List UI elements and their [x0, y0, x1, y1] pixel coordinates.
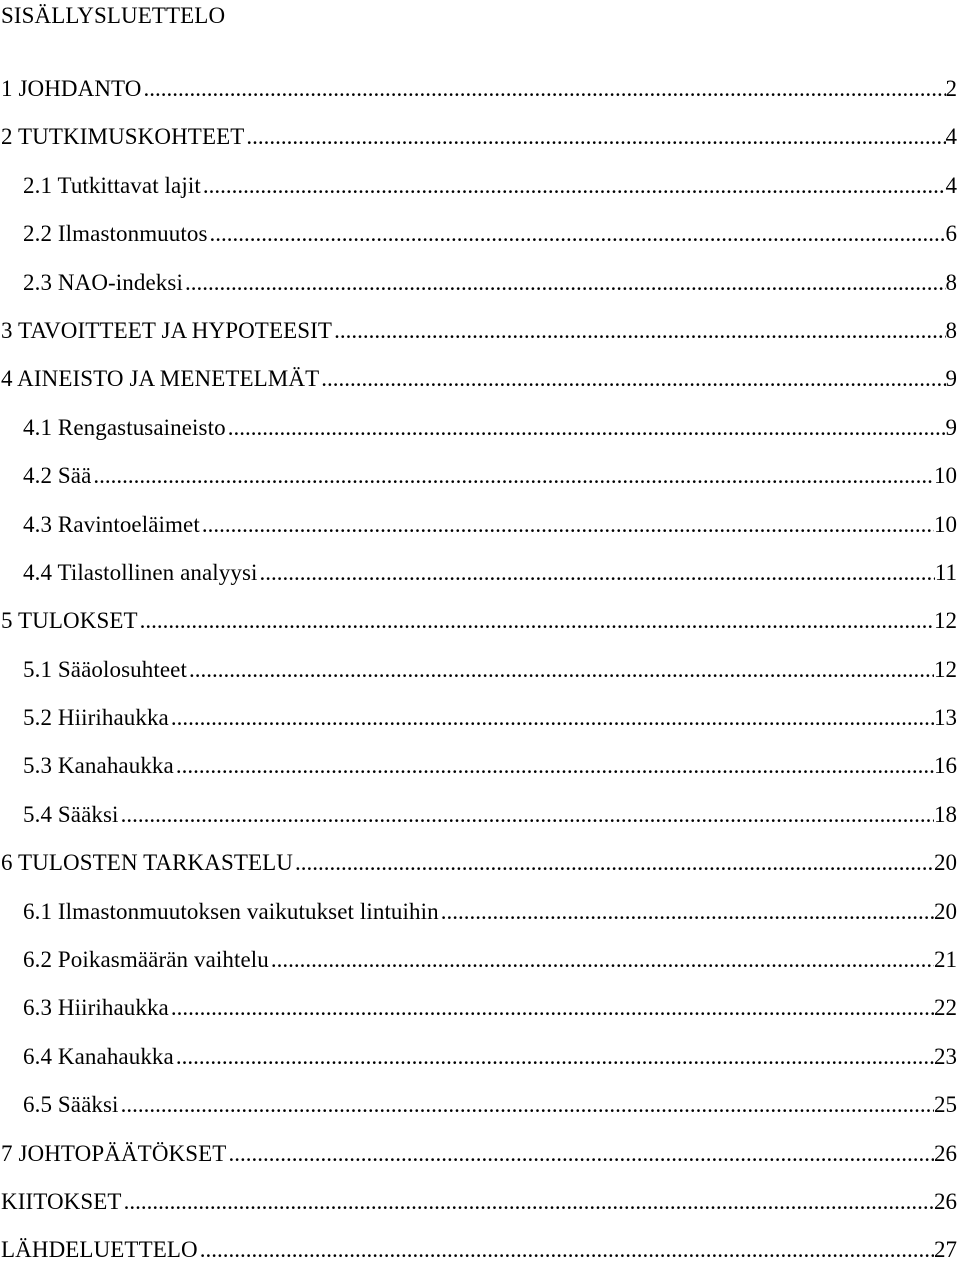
toc-entry[interactable] — [0, 1089, 960, 1137]
toc-entry-page-number: 8 — [946, 267, 960, 299]
toc-entry-page-number: 20 — [934, 896, 960, 928]
dot-leader — [201, 170, 946, 202]
toc-entry-page-number: 22 — [934, 992, 960, 1024]
toc-entry[interactable] — [0, 1234, 960, 1282]
toc-entry-page-number: 26 — [934, 1138, 960, 1170]
toc-entry[interactable] — [0, 73, 960, 121]
dot-leader — [119, 799, 934, 831]
dot-leader — [226, 1138, 934, 1170]
toc-entry-label: 2.1 Tutkittavat lajit — [23, 170, 201, 202]
toc-entry[interactable] — [0, 267, 960, 315]
toc-entry-label: 6.2 Poikasmäärän vaihtelu — [23, 944, 269, 976]
dot-leader — [169, 992, 934, 1024]
toc-entry-page-number: 10 — [934, 509, 960, 541]
toc-list — [0, 73, 960, 1283]
toc-entry-page-number: 8 — [946, 315, 960, 347]
toc-entry-label: 6.3 Hiirihaukka — [23, 992, 169, 1024]
toc-entry[interactable] — [0, 170, 960, 218]
toc-entry[interactable] — [0, 750, 960, 798]
dot-leader — [439, 896, 934, 928]
toc-entry-page-number: 12 — [934, 654, 960, 686]
toc-entry-label: KIITOKSET — [1, 1186, 122, 1218]
toc-entry-label: 6.1 Ilmastonmuutoksen vaikutukset lintuihin — [23, 896, 439, 928]
toc-entry-page-number: 23 — [934, 1041, 960, 1073]
dot-leader — [208, 218, 946, 250]
toc-entry-label: 6.4 Kanahaukka — [23, 1041, 174, 1073]
dot-leader — [200, 509, 934, 541]
toc-entry-page-number: 13 — [934, 702, 960, 734]
toc-entry[interactable] — [0, 509, 960, 557]
toc-entry-label: LÄHDELUETTELO — [1, 1234, 198, 1266]
dot-leader — [258, 557, 935, 589]
toc-entry[interactable] — [0, 315, 960, 363]
dot-leader — [138, 605, 934, 637]
toc-entry-label: 2.3 NAO-indeksi — [23, 267, 183, 299]
toc-entry-page-number: 16 — [934, 750, 960, 782]
dot-leader — [319, 363, 945, 395]
toc-entry-label: 7 JOHTOPÄÄTÖKSET — [1, 1138, 226, 1170]
toc-entry-label: 4.1 Rengastusaineisto — [23, 412, 226, 444]
toc-entry-label: 4.3 Ravintoeläimet — [23, 509, 200, 541]
toc-entry[interactable] — [0, 847, 960, 895]
toc-entry-label: 6.5 Sääksi — [23, 1089, 119, 1121]
toc-entry-label: 2 TUTKIMUSKOHTEET — [1, 121, 244, 153]
toc-entry-page-number: 18 — [934, 799, 960, 831]
toc-entry[interactable] — [0, 702, 960, 750]
toc-entry-page-number: 9 — [946, 363, 960, 395]
toc-entry-page-number: 2 — [946, 73, 960, 105]
dot-leader — [119, 1089, 934, 1121]
dot-leader — [169, 702, 934, 734]
toc-entry-page-number: 10 — [934, 460, 960, 492]
toc-entry[interactable] — [0, 992, 960, 1040]
toc-entry-label: 4 AINEISTO JA MENETELMÄT — [1, 363, 319, 395]
toc-entry-label: 1 JOHDANTO — [1, 73, 142, 105]
dot-leader — [244, 121, 945, 153]
dot-leader — [174, 750, 934, 782]
toc-entry-label: 5 TULOKSET — [1, 605, 138, 637]
toc-entry-page-number: 4 — [946, 170, 960, 202]
toc-entry[interactable] — [0, 557, 960, 605]
toc-entry[interactable] — [0, 654, 960, 702]
toc-entry[interactable] — [0, 363, 960, 411]
toc-entry-label: 5.1 Sääolosuhteet — [23, 654, 187, 686]
dot-leader — [183, 267, 946, 299]
toc-title: SISÄLLYSLUETTELO — [1, 2, 225, 30]
toc-entry[interactable] — [0, 121, 960, 169]
toc-entry-page-number: 20 — [934, 847, 960, 879]
toc-entry[interactable] — [0, 218, 960, 266]
toc-entry[interactable] — [0, 412, 960, 460]
toc-entry[interactable] — [0, 1186, 960, 1234]
toc-entry-page-number: 11 — [935, 557, 960, 589]
toc-entry[interactable] — [0, 944, 960, 992]
toc-entry-page-number: 27 — [934, 1234, 960, 1266]
toc-entry-page-number: 21 — [934, 944, 960, 976]
toc-entry-label: 2.2 Ilmastonmuutos — [23, 218, 208, 250]
toc-entry-label: 4.2 Sää — [23, 460, 91, 492]
toc-entry[interactable] — [0, 1138, 960, 1186]
dot-leader — [226, 412, 946, 444]
dot-leader — [174, 1041, 934, 1073]
toc-entry-label: 5.2 Hiirihaukka — [23, 702, 169, 734]
toc-entry[interactable] — [0, 1041, 960, 1089]
toc-entry-label: 5.4 Sääksi — [23, 799, 119, 831]
toc-entry-page-number: 4 — [946, 121, 960, 153]
toc-entry-label: 5.3 Kanahaukka — [23, 750, 174, 782]
toc-entry-label: 3 TAVOITTEET JA HYPOTEESIT — [1, 315, 332, 347]
dot-leader — [187, 654, 934, 686]
toc-entry[interactable] — [0, 605, 960, 653]
toc-entry[interactable] — [0, 799, 960, 847]
dot-leader — [122, 1186, 934, 1218]
toc-entry-page-number: 25 — [934, 1089, 960, 1121]
toc-entry-page-number: 9 — [946, 412, 960, 444]
toc-entry-page-number: 26 — [934, 1186, 960, 1218]
toc-entry-page-number: 6 — [946, 218, 960, 250]
dot-leader — [269, 944, 934, 976]
dot-leader — [142, 73, 946, 105]
dot-leader — [332, 315, 945, 347]
toc-entry-label: 6 TULOSTEN TARKASTELU — [1, 847, 293, 879]
dot-leader — [293, 847, 934, 879]
toc-entry[interactable] — [0, 896, 960, 944]
dot-leader — [91, 460, 934, 492]
toc-entry-label: 4.4 Tilastollinen analyysi — [23, 557, 258, 589]
toc-entry[interactable] — [0, 460, 960, 508]
toc-entry-page-number: 12 — [934, 605, 960, 637]
